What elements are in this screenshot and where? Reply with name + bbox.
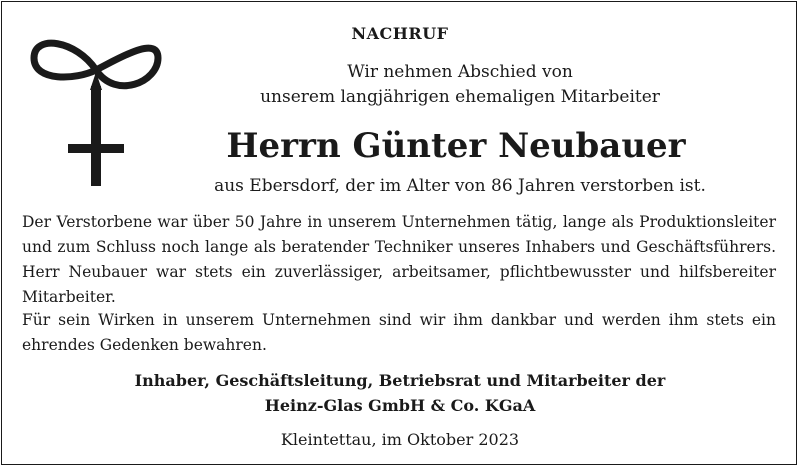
paragraph-line: Mitarbeiter. [22, 288, 116, 306]
signature-line-2: Heinz-Glas GmbH & Co. KGaA [264, 396, 536, 415]
obituary-notice [1, 1, 797, 465]
tribute-paragraph-1 [22, 210, 776, 310]
paragraph-line: ehrendes Gedenken bewahren. [22, 336, 267, 354]
notice-heading: NACHRUF [351, 24, 449, 43]
place-date: Kleintettau, im Oktober 2023 [280, 430, 520, 449]
paragraph-line: Der Verstorbene war über 50 Jahre in unserem Unternehmen tätig, lange als Produktionsleiter [22, 213, 776, 231]
paragraph-line: Herr Neubauer war stets ein zuverlässiger, arbeitsamer, pflichtbewusster und hilfsbereiter [22, 263, 776, 281]
paragraph-line: Für sein Wirken in unserem Unternehmen sind wir ihm dankbar und werden ihm stets ein [22, 311, 776, 329]
deceased-name: Herrn Günter Neubauer [226, 126, 686, 166]
origin-line: aus Ebersdorf, der im Alter von 86 Jahren verstorben ist. [214, 176, 706, 196]
signature-line-1: Inhaber, Geschäftsleitung, Betriebsrat und Mitarbeiter der [134, 371, 666, 390]
tribute-paragraph-2 [22, 308, 776, 358]
intro-line-1: Wir nehmen Abschied von [347, 62, 573, 82]
intro-line-2: unserem langjährigen ehemaligen Mitarbeiter [260, 87, 660, 107]
paragraph-line: und zum Schluss noch lange als beratender Techniker unseres Inhabers und Geschäftsführers. [22, 238, 776, 256]
